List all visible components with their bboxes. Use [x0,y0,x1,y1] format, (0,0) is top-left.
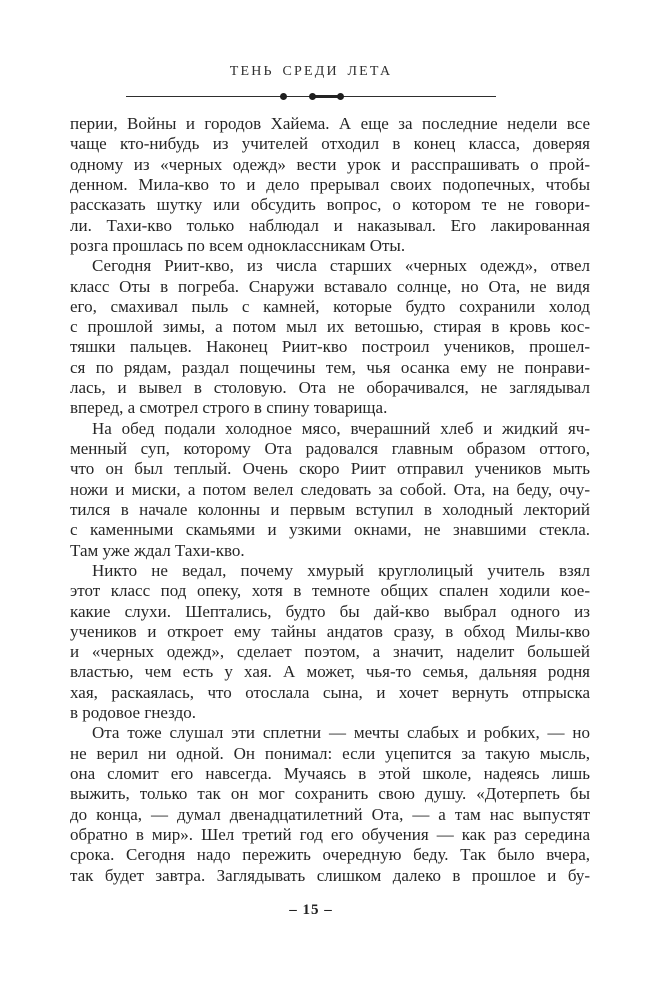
text-line: ли. Тахи-кво только наблюдал и наказывал. Его лакированная [70,215,590,235]
divider-thick-segment [312,95,340,98]
text-line: обратно в мир». Шел третий год его обучения — как раз середина [70,824,590,844]
text-line: его, смахивал пыль с камней, которые будто сохранили холод [70,296,590,316]
text-line: что он был теплый. Очень скоро Риит отправил учеников мыть [70,459,590,479]
paragraph [70,256,590,419]
text-line: ножи и миски, а потом велел следовать за собой. Ота, на беду, очу- [70,479,590,499]
text-line: властью, чем есть у хая. А может, чья-то семья, дальняя родня [70,662,590,682]
paragraph [70,114,590,256]
paragraph [70,561,590,724]
paragraph [70,419,590,561]
text-line: учеников и откроет ему тайны андатов сразу, в обход Милы-кво [70,621,590,641]
text-line: денном. Мила-кво то и дело прерывал своих подопечных, чтобы [70,174,590,194]
text-line: тился в начале колонны и первым вступил в холодный лекторий [70,499,590,519]
text-line: тяшки пальцев. Наконец Риит-кво построил учеников, прошел- [70,337,590,357]
text-line: На обед подали холодное мясо, вчерашний хлеб и жидкий яч- [92,418,590,438]
text-line: выжить, только так он мог сохранить свою душу. «Дотерпеть бы [70,784,590,804]
text-line: в родовое гнездо. [70,703,196,723]
text-line: Сегодня Риит-кво, из числа старших «черных одежд», отвел [92,256,590,276]
body-text [70,114,590,886]
text-line: чаще кто-нибудь из учителей отходил в конец класса, доверяя [70,134,590,154]
text-line: класс Оты в погреба. Снаружи вставало солнце, но Ота, не видя [70,276,590,296]
text-line: одному из «черных одежд» вести урок и расспрашивать о прой- [70,154,590,174]
divider-ornament [126,92,496,101]
paragraph [70,723,590,886]
text-line: она сломит его навсегда. Мучаясь в этой школе, надеясь лишь [70,764,590,783]
text-line: Ота тоже слушал эти сплетни — мечты слабых и робких, — но [92,723,590,743]
text-line: Там уже ждал Тахи-кво. [70,540,245,560]
text-line: срока. Сегодня надо пережить очередную беду. Так было вчера, [70,845,590,865]
text-line: не верил ни одной. Он понимал: если уцепится за такую мысль, [70,743,590,763]
text-line: ся по рядам, раздал пощечины тем, чья осанка ему не понрави- [70,357,590,377]
divider-dot-icon [337,93,344,100]
text-line: и «черных одежд», сделает поэтом, а значит, наделит большей [70,642,590,662]
text-line: Никто не ведал, почему хмурый круглолицый учитель взял [92,560,590,580]
text-line: до конца, — думал двенадцатилетний Ота, — а там нас выпустят [70,804,590,824]
divider-dot-icon [280,93,287,100]
page-number: – 15 – [289,902,333,918]
text-line: так будет завтра. Заглядывать слишком далеко в прошлое и бу- [70,865,590,885]
text-line: с прошлой зимы, а потом мыл их ветошью, стирая в кровь кос- [70,317,590,337]
text-line: розга прошлась по всем одноклассникам Оты. [70,235,406,255]
page-footer [0,902,641,919]
text-line: хая, раскаялась, что отослала сына, и хочет вернуть отпрыска [70,682,590,702]
text-line: менный суп, которому Ота радовался главным образом оттого, [70,439,590,458]
text-line: этот класс под опеку, хотя в темноте общих спален ходили кое- [70,581,590,601]
text-line: рассказать шутку или обсудить вопрос, о котором те не говори- [70,195,590,215]
text-line: какие слухи. Шептались, будто бы дай-кво выбрал одного из [70,601,590,621]
text-line: с каменными скамьями и узкими окнами, не знавшими стекла. [70,520,590,540]
running-header-title: ТЕНЬ СРЕДИ ЛЕТА [229,64,393,79]
text-line: вперед, а смотрел строго в спину товарища. [70,398,388,418]
text-line: лась, и вывел в столовую. Ота не оборачивался, не заглядывал [70,378,590,398]
divider-dot-icon [309,93,316,100]
text-line: перии, Войны и городов Хайема. А еще за последние недели все [70,114,590,133]
